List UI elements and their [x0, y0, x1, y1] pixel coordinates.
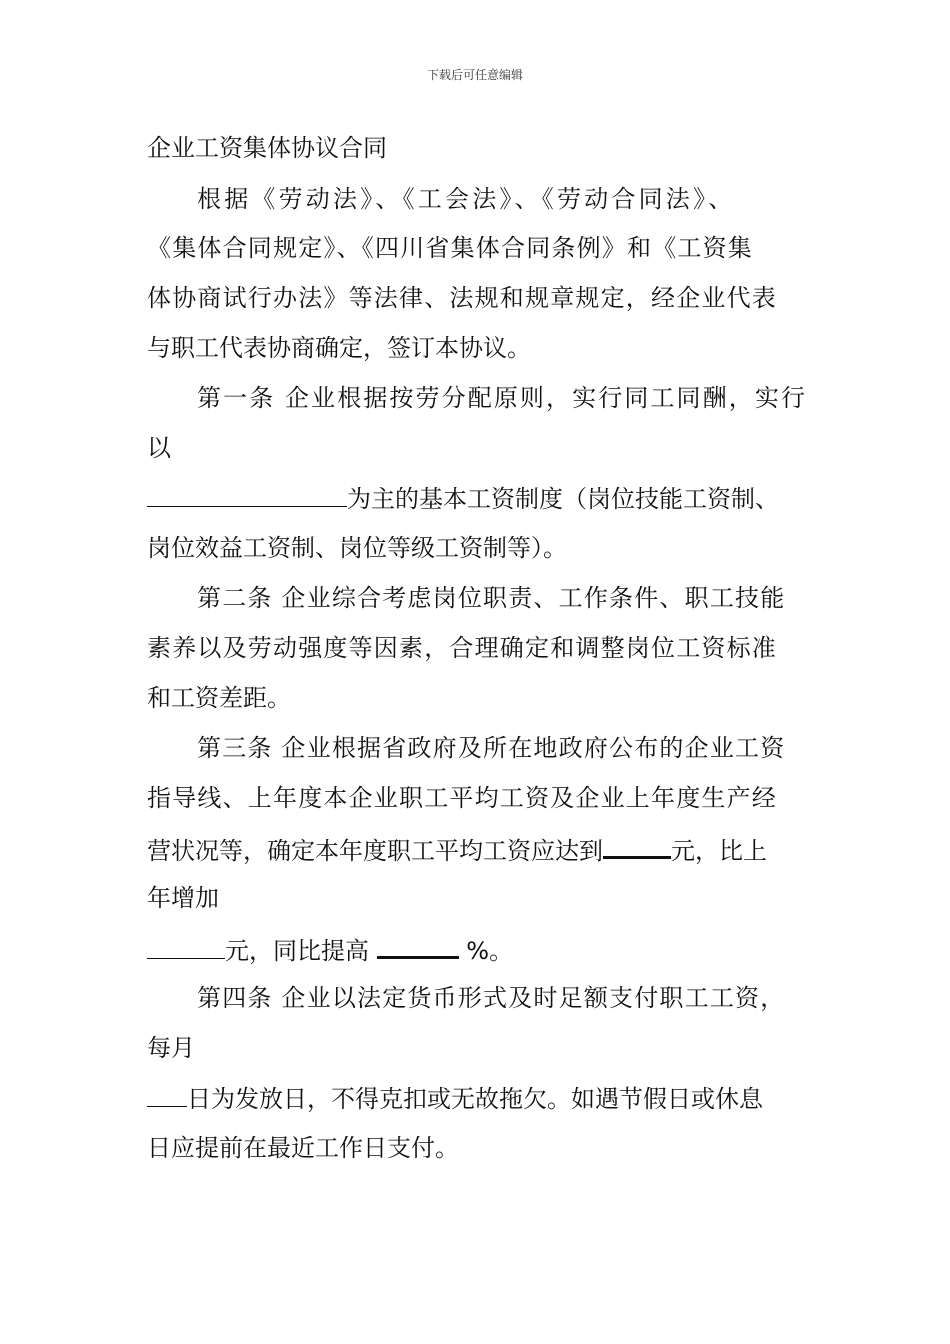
article3-line-4: 年增加 — [147, 884, 219, 912]
fill-in-blank-salary-system[interactable] — [147, 482, 347, 507]
preamble-line-2: 《集体合同规定》、《四川省集体合同条例》和《工资集 — [147, 234, 753, 262]
document-title: 企业工资集体协议合同 — [147, 134, 387, 162]
article4-line-1: 第四条 企业以法定货币形式及时足额支付职工工资， — [197, 984, 786, 1012]
preamble-line-4: 与职工代表协商确定，签订本协议。 — [147, 334, 531, 362]
article1-line-3 — [147, 482, 779, 515]
page-header-note: 下载后可任意编辑 — [426, 68, 523, 82]
article4-line-4: 日应提前在最近工作日支付。 — [147, 1134, 459, 1162]
article1-line-3-text: 为主的基本工资制度（岗位技能工资制、 — [347, 485, 779, 513]
article3-line-3 — [147, 832, 767, 867]
preamble-line-1: 根据《劳动法》、《工会法》、《劳动合同法》、 — [197, 185, 736, 213]
article2-line-3: 和工资差距。 — [147, 684, 291, 712]
article1-line-1: 第一条 企业根据按劳分配原则，实行同工同酬，实行 — [197, 384, 808, 412]
article1-line-2: 以 — [147, 434, 171, 462]
fill-in-blank-increase-percent[interactable] — [377, 932, 459, 959]
fill-in-blank-increase-amount[interactable] — [147, 934, 225, 959]
article4-line-2: 每月 — [147, 1034, 195, 1062]
fill-in-blank-pay-day[interactable] — [147, 1082, 187, 1107]
article3-line-5-text-b: %。 — [458, 937, 514, 965]
article2-line-1: 第二条 企业综合考虑岗位职责、工作条件、职工技能 — [197, 584, 786, 612]
article4-line-3 — [147, 1082, 763, 1115]
fill-in-blank-average-wage[interactable] — [603, 832, 671, 859]
article1-line-4: 岗位效益工资制、岗位等级工资制等）。 — [147, 534, 567, 562]
article2-line-2: 素养以及劳动强度等因素，合理确定和调整岗位工资标准 — [147, 634, 777, 662]
article3-line-5 — [147, 932, 513, 967]
article3-line-2: 指导线、上年度本企业职工平均工资及企业上年度生产经 — [147, 784, 777, 812]
article3-line-1: 第三条 企业根据省政府及所在地政府公布的企业工资 — [197, 734, 786, 762]
preamble-line-3: 体协商试行办法》等法律、法规和规章规定，经企业代表 — [147, 284, 777, 312]
article3-line-5-text-a: 元，同比提高 — [225, 937, 377, 965]
article3-line-3-text-a: 营状况等，确定本年度职工平均工资应达到 — [147, 837, 603, 865]
article4-line-3-text: 日为发放日，不得克扣或无故拖欠。如遇节假日或休息 — [187, 1085, 763, 1113]
article3-line-3-text-b: 元，比上 — [671, 837, 767, 865]
